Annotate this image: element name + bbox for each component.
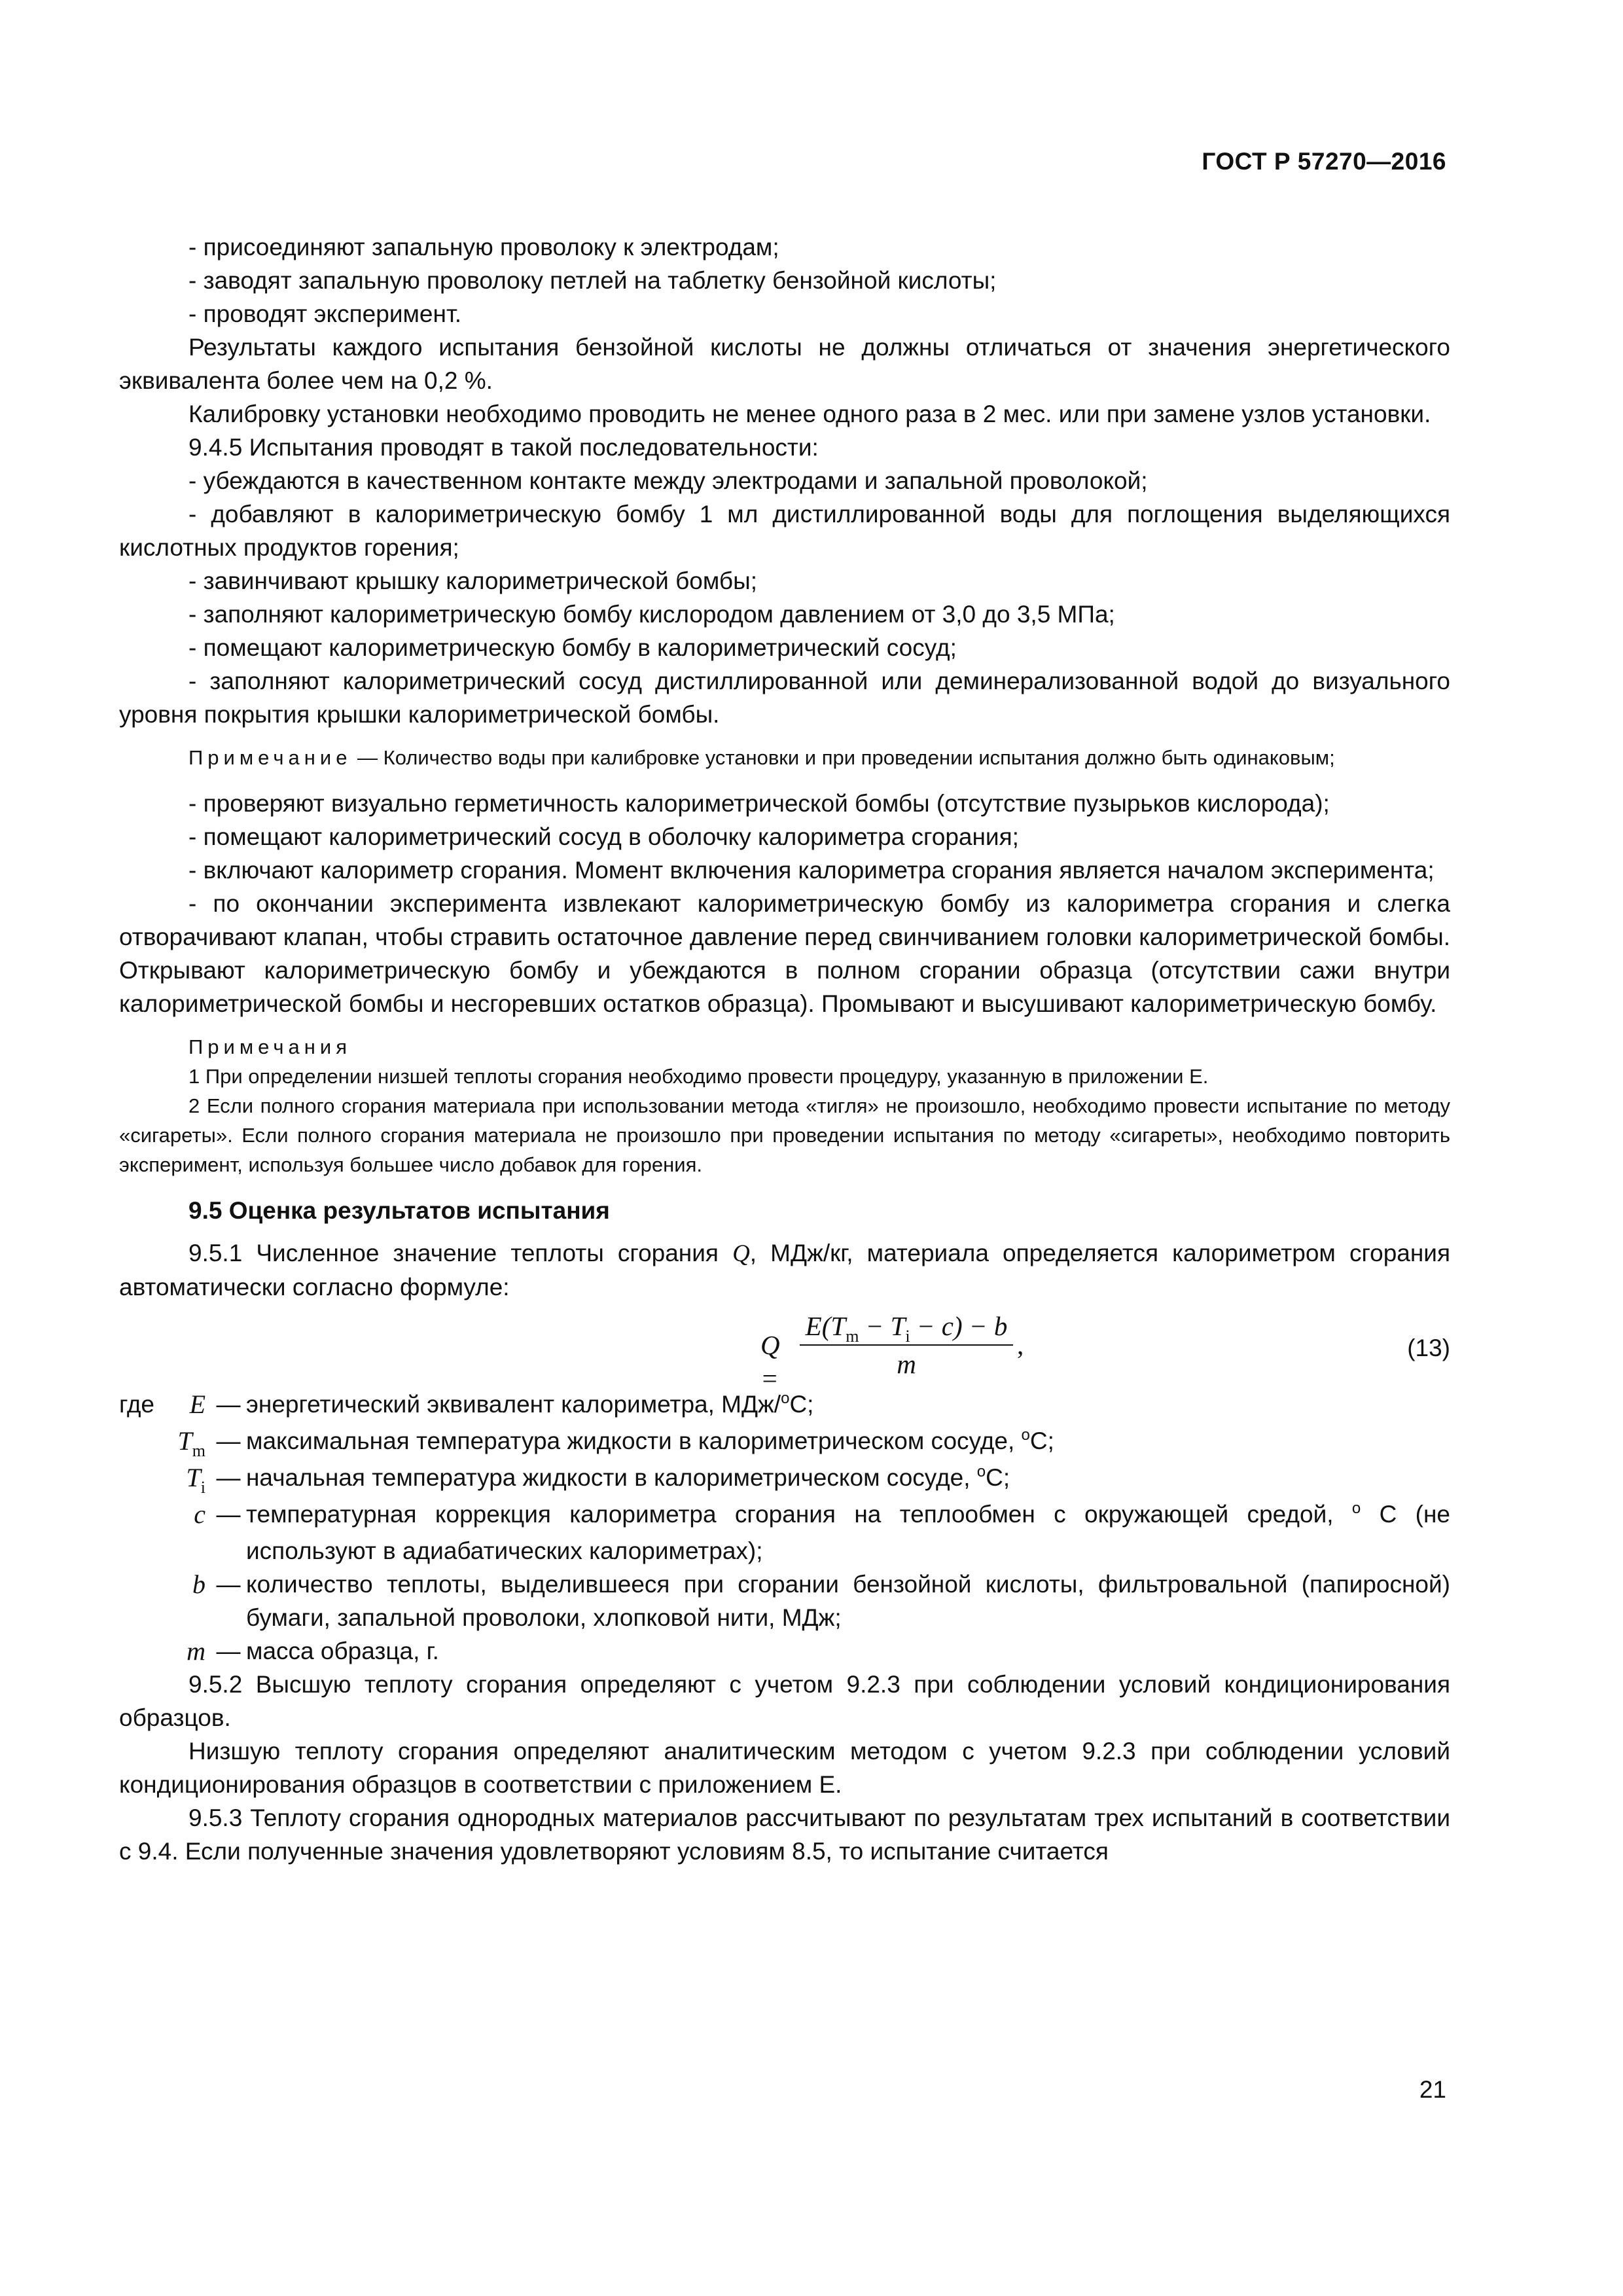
list-item: - заполняют калориметрическую бомбу кислородом давлением от 3,0 до 3,5 МПа;	[188, 601, 1115, 628]
num-sub: m	[846, 1327, 859, 1346]
page-number: 21	[1419, 2076, 1446, 2103]
sym: c	[194, 1499, 205, 1529]
notes-label-text: Примечания	[188, 1035, 351, 1058]
formula-fraction	[798, 1308, 1014, 1382]
def-tail: С (не используют в адиабатических калориметрах);	[246, 1501, 1450, 1564]
list-item: - помещают калориметрический сосуд в оболочку калориметра сгорания;	[188, 823, 1019, 850]
sym-sub: m	[192, 1441, 205, 1460]
def-sup: о	[976, 1463, 986, 1480]
where-label: где	[119, 1391, 155, 1418]
def-text	[246, 1388, 1450, 1424]
note	[119, 743, 1450, 772]
def-desc: масса образца, г.	[246, 1638, 439, 1664]
formula-denominator: m	[897, 1349, 916, 1379]
sym: E	[189, 1390, 205, 1419]
note-label: Примечание	[188, 746, 352, 769]
def-tail: С;	[986, 1464, 1010, 1491]
section-heading: 9.5 Оценка результатов испытания	[188, 1197, 610, 1224]
list-item: - проводят эксперимент.	[188, 300, 462, 327]
symbol-q: Q	[732, 1240, 750, 1267]
formula-comma: ,	[1017, 1330, 1024, 1360]
notes-label	[119, 1032, 1450, 1062]
def-desc: температурная коррекция калориметра сгорания на теплообмен с окружающей средой,	[246, 1501, 1352, 1528]
sym: T	[177, 1426, 192, 1456]
def-sup: о	[1021, 1426, 1030, 1444]
list-item: - заводят запальную проволоку петлей на таблетку бензойной кислоты;	[188, 267, 997, 294]
definition-row	[119, 1424, 1450, 1461]
paragraph-953: 9.5.3 Теплоту сгорания однородных материалов рассчитывают по результатам трех испытаний в соответствии с 9.4. Если полученные значения удовлетворяют условиям 8.5, то испытание считается	[119, 1804, 1450, 1865]
formula-lhs: Q =	[760, 1330, 780, 1393]
sym: T	[186, 1463, 201, 1492]
def-sup: о	[1351, 1499, 1361, 1517]
paragraph: Низшую теплоту сгорания определяют аналитическим методом с учетом 9.2.3 при соблюдении условий кондиционирования образцов в соответствии с приложением Е.	[119, 1738, 1450, 1798]
num-sub: i	[905, 1327, 910, 1346]
list-item: - завинчивают крышку калориметрической бомбы;	[188, 567, 757, 594]
def-dash: —	[216, 1501, 241, 1528]
def-symbol	[158, 1634, 211, 1668]
def-sup: о	[781, 1390, 790, 1407]
paragraph-952: 9.5.2 Высшую теплоту сгорания определяют с учетом 9.2.3 при соблюдении условий кондиционирования образцов.	[119, 1671, 1450, 1731]
definition-row	[119, 1461, 1450, 1498]
list-item: - проверяют визуально герметичность калориметрической бомбы (отсутствие пузырьков кислорода);	[188, 790, 1330, 817]
equation-number: (13)	[1407, 1335, 1450, 1361]
def-tail: С;	[789, 1391, 814, 1418]
def-symbol	[158, 1498, 211, 1531]
note-item: 2 Если полного сгорания материала при использовании метода «тигля» не произошло, необходимо провести испытание по методу «сигареты». Если полного сгорания материала не произошло при проведении испытания по методу «сигареты», необходимо повторить эксперимент, используя большее число добавок для горения.	[119, 1094, 1450, 1176]
num-part: T	[830, 1311, 846, 1341]
def-desc: энергетический эквивалент калориметра, МДж/	[246, 1391, 781, 1418]
def-text	[246, 1461, 1450, 1498]
def-dash: —	[216, 1464, 241, 1491]
def-text	[246, 1424, 1450, 1461]
note-text: — Количество воды при калибровке установки и при проведении испытания должно быть одинаковым;	[351, 746, 1335, 769]
sym-sub: i	[200, 1478, 205, 1497]
def-text	[246, 1568, 1450, 1634]
def-symbol	[158, 1388, 211, 1421]
definition-row	[119, 1388, 1450, 1424]
def-desc: количество теплоты, выделившееся при сгорании бензойной кислоты, фильтровальной (папиросной) бумаги, запальной проволоки, хлопковой нити, МДж;	[246, 1571, 1450, 1631]
definition-row	[119, 1498, 1450, 1568]
def-desc: максимальная температура жидкости в калориметрическом сосуде,	[246, 1427, 1022, 1454]
num-part: E(	[805, 1311, 831, 1341]
list-item: - добавляют в калориметрическую бомбу 1 мл дистиллированной воды для поглощения выделяющихся кислотных продуктов горения;	[119, 501, 1450, 561]
page-body	[119, 230, 1450, 1868]
list-item: - помещают калориметрическую бомбу в калориметрический сосуд;	[188, 634, 957, 661]
list-item: - убеждаются в качественном контакте между электродами и запальной проволокой;	[188, 467, 1148, 494]
def-text	[246, 1634, 1450, 1668]
paragraph: Результаты каждого испытания бензойной кислоты не должны отличаться от значения энергетического эквивалента более чем на 0,2 %.	[119, 334, 1450, 394]
list-item: - включают калориметр сгорания. Момент включения калориметра сгорания является началом эксперимента;	[188, 857, 1435, 884]
paragraph: Калибровку установки необходимо проводить не менее одного раза в 2 мес. или при замене узлов установки.	[188, 401, 1431, 427]
list-item: - заполняют калориметрический сосуд дистиллированной или деминерализованной водой до визуального уровня покрытия крышки калориметрической бомбы.	[119, 668, 1450, 728]
def-symbol	[158, 1424, 211, 1461]
def-tail: С;	[1029, 1427, 1054, 1454]
sym: m	[187, 1636, 205, 1666]
def-dash: —	[216, 1638, 241, 1664]
symbol-definitions	[119, 1388, 1450, 1668]
num-part: T	[890, 1311, 906, 1341]
def-symbol	[158, 1461, 211, 1498]
formula-numerator	[798, 1308, 1014, 1344]
def-text	[246, 1498, 1450, 1568]
para-text: 9.5.1 Численное значение теплоты сгорания	[188, 1240, 733, 1266]
num-part: − c) − b	[910, 1311, 1008, 1341]
definition-row	[119, 1568, 1450, 1634]
paragraph-945: 9.4.5 Испытания проводят в такой последовательности:	[188, 434, 819, 461]
note-item: 1 При определении низшей теплоты сгорания необходимо провести процедуру, указанную в приложении Е.	[188, 1065, 1209, 1088]
def-dash: —	[216, 1571, 241, 1598]
def-desc: начальная температура жидкости в калориметрическом сосуде,	[246, 1464, 977, 1491]
definition-row	[119, 1634, 1450, 1668]
sym: b	[192, 1570, 205, 1599]
def-symbol	[158, 1568, 211, 1601]
document-code-header: ГОСТ Р 57270—2016	[1202, 148, 1446, 175]
paragraph-951	[119, 1236, 1450, 1304]
num-part: −	[859, 1311, 891, 1341]
def-dash: —	[216, 1391, 241, 1418]
formula-13	[119, 1308, 1450, 1393]
para-text: , МДж/кг, материала определяется калориметром сгорания автоматически согласно формуле:	[119, 1240, 1450, 1300]
list-item: - по окончании эксперимента извлекают калориметрическую бомбу из калориметра сгорания и слегка отворачивают клапан, чтобы стравить остаточное давление перед свинчиванием головки калориметрической бомбы. Открывают калориметрическую бомбу и убеждаются в полном сгорании образца (отсутствии сажи внутри калориметрической бомбы и несгоревших остатков образца). Промывают и высушивают калориметрическую бомбу.	[119, 890, 1450, 1017]
def-dash: —	[216, 1427, 241, 1454]
list-item: - присоединяют запальную проволоку к электродам;	[188, 234, 779, 260]
